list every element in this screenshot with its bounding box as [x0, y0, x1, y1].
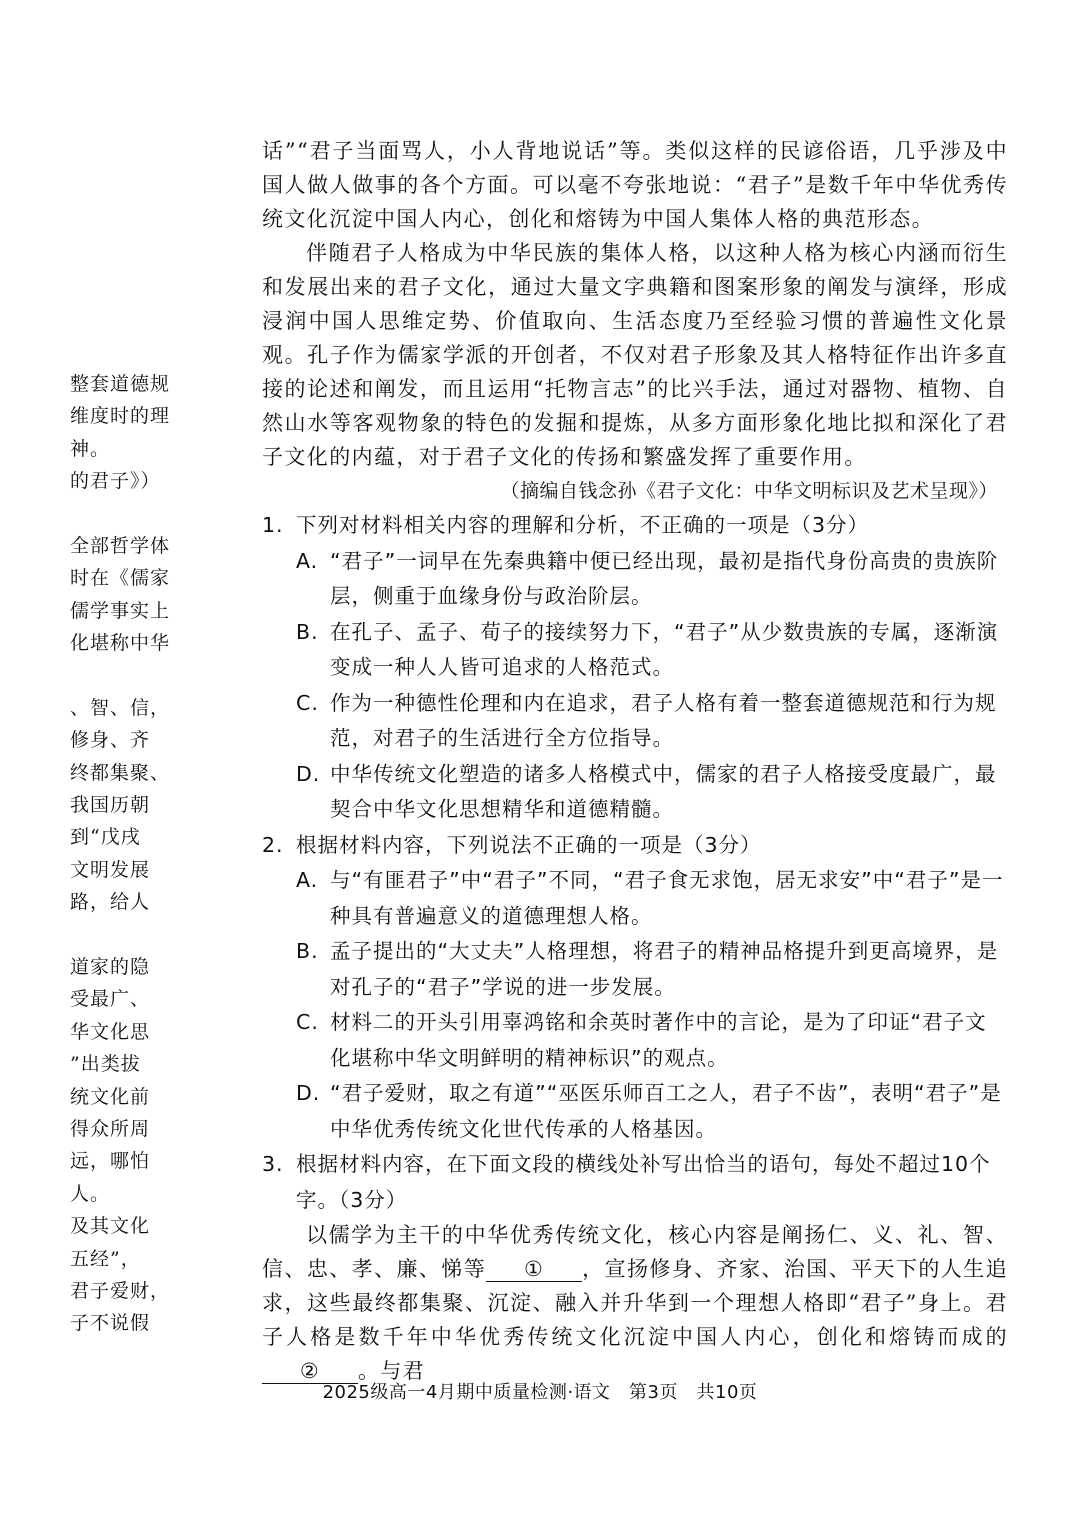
fill-blank-passage: 以儒学为主干的中华优秀传统文化，核心内容是阐扬仁、义、礼、智、信、忠、孝、廉、悌等 ① ，宣扬修身、齐家、治国、平天下的人生追求，这些最终都集聚、沉淀、融入并升华到一个理想人格即“君子”身上。君子人格是数千年中华优秀传统文化沉淀中国人内心，创化和熔铸而成的② 。与君 — [262, 1223, 1008, 1383]
margin-text-line: 全部哲学体 — [70, 534, 170, 557]
margin-text-line: 路，给人 — [70, 891, 151, 914]
passage-paragraph-2: 伴随君子人格成为中华民族的集体人格，以这种人格为核心内涵而衍生和发展出来的君子文化，通过大量文字典籍和图案形象的阐发与演绎，形成浸润中国人思维定势、价值取向、生活态度乃至经验习惯的普遍性文化景观。孔子作为儒家学派的开创者，不仅对君子形象及其人格特征作出许多直接的论述和阐发，而且运用“托物言志”的比兴手法，通过对器物、植物、自然山水等客观物象的特色的发掘和提炼，从多方面形象化地比拟和深化了君子文化的内蕴，对于君子文化的传扬和繁盛发挥了重要作用。 — [262, 241, 1008, 469]
question-stem: 根据材料内容，在下面文段的横线处补写出恰当的语句，每处不超过10个字。（3分） — [296, 1152, 991, 1212]
passage-source: （摘编自钱念孙《君子文化：中华文明标识及艺术呈现》） — [500, 480, 998, 502]
answer-blank-1[interactable]: ① — [486, 1257, 582, 1282]
margin-text-line: 受最广、 — [70, 988, 151, 1011]
margin-text-line: 五经”， — [70, 1247, 141, 1270]
option-a: A. 与“有匪君子”中“君子”不同，“君子食无求饱，居无求安”中“君子”是一种具有普遍意义的道德理想人格。 — [296, 868, 1004, 928]
option-a: A. “君子”一词早在先秦典籍中便已经出现，最初是指代身份高贵的贵族阶层，侧重于血缘身份与政治阶层。 — [296, 548, 999, 608]
question-number: 2. — [262, 832, 284, 857]
margin-text-line: 儒学事实上 — [70, 599, 170, 622]
option-d: D. 中华传统文化塑造的诸多人格模式中，儒家的君子人格接受度最广，最契合中华文化思想精华和道德精髓。 — [296, 761, 997, 821]
margin-text-line: 统文化前 — [70, 1085, 151, 1108]
margin-text-line: 道家的隐 — [70, 956, 151, 979]
margin-text-line: 化堪称中华 — [70, 632, 170, 655]
margin-text-line: 子不说假 — [70, 1312, 151, 1335]
option-c: C. 作为一种德性伦理和内在追求，君子人格有着一整套道德规范和行为规范，对君子的生活进行全方位指导。 — [296, 690, 997, 750]
question-number: 1. — [262, 513, 284, 537]
margin-text-line — [70, 919, 170, 951]
margin-text-line: 整套道德规 — [70, 373, 170, 395]
margin-text-line: 华文化思 — [70, 1020, 151, 1043]
margin-text-line: 君子爱财， — [70, 1279, 170, 1302]
question-stem: 根据材料内容，下列说法不正确的一项是（3分） — [296, 832, 762, 857]
margin-text-line: 及其文化 — [70, 1215, 151, 1238]
margin-text-line: 修身、齐 — [70, 729, 151, 752]
option-b: B. 在孔子、孟子、荀子的接续努力下，“君子”从少数贵族的专属，逐渐演变成一种人人皆可追求的人格范式。 — [296, 619, 999, 679]
passage-paragraph-1: 话”“君子当面骂人，小人背地说话”等。类似这样的民谚俗语，几乎涉及中国人做人做事的各个方面。可以毫不夸张地说：“君子”是数千年中华优秀传统文化沉淀中国人内心，创化和熔铸为中国人集体人格的典范形态。 — [262, 139, 1008, 231]
margin-text-line: 到“戊戌 — [70, 826, 141, 849]
option-c: C. 材料二的开头引用辜鸿铭和余英时著作中的言论，是为了印证“君子文化堪称中华文明鲜明的精神标识”的观点。 — [296, 1010, 987, 1070]
question-3 — [262, 1147, 1008, 1388]
question-1 — [262, 508, 1008, 828]
main-column — [262, 134, 1008, 1388]
option-d: D. “君子爱财，取之有道”“巫医乐师百工之人，君子不齿”，表明“君子”是中华优秀传统文化世代传承的人格基因。 — [296, 1081, 1002, 1141]
option-b: B. 孟子提出的“大丈夫”人格理想，将君子的精神品格提升到更高境界，是对孔子的“君子”学说的进一步发展。 — [296, 939, 999, 999]
margin-text-line: 终都集聚、 — [70, 761, 170, 784]
margin-text-line: 神。 — [70, 437, 111, 460]
margin-text-line: 、智、信， — [70, 696, 170, 719]
margin-text-line: 远，哪怕 — [70, 1150, 151, 1173]
margin-text-line: 时在《儒家 — [70, 567, 170, 590]
left-margin-column — [70, 368, 170, 1340]
answer-blank-2[interactable]: ② — [262, 1359, 358, 1384]
margin-text-line: 人。 — [70, 1182, 111, 1205]
margin-text-line — [70, 660, 170, 692]
margin-text-line: ”出类拔 — [70, 1053, 141, 1076]
margin-text-line: 我国历朝 — [70, 794, 151, 817]
margin-text-line — [70, 498, 170, 530]
question-number: 3. — [262, 1152, 284, 1176]
page-footer: 2025级高一4月期中质量检测·语文 第3页 共10页 — [322, 1382, 758, 1403]
margin-text-line: 维度时的理 — [70, 405, 170, 428]
margin-text-line: 的君子》） — [70, 470, 161, 493]
margin-text-line: 文明发展 — [70, 858, 151, 881]
question-stem: 下列对材料相关内容的理解和分析，不正确的一项是（3分） — [296, 513, 870, 537]
margin-text-line: 得众所周 — [70, 1117, 151, 1140]
question-2 — [262, 828, 1008, 1148]
